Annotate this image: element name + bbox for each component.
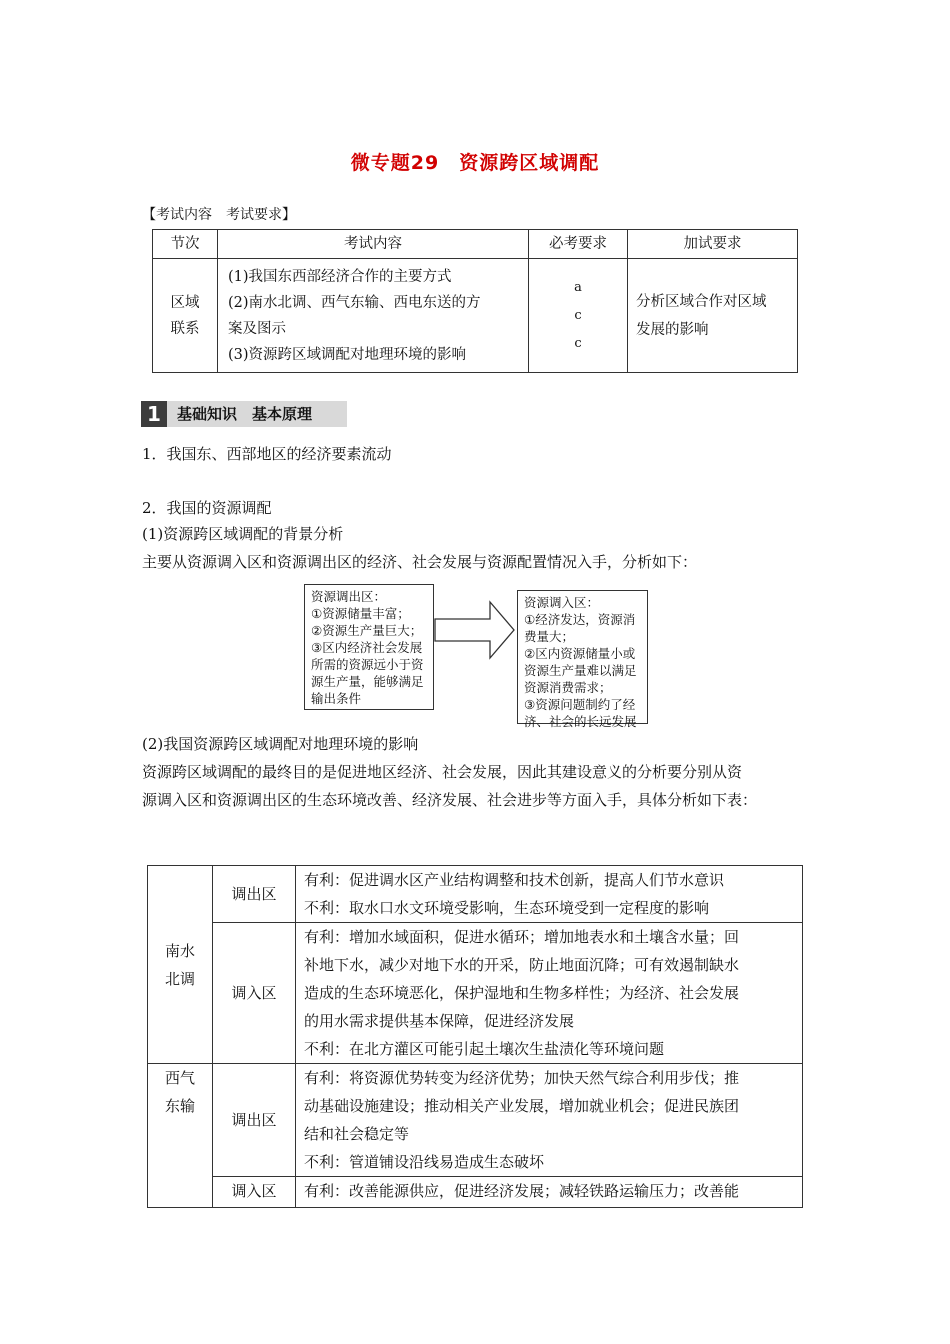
- row-xiqi-name: 西气 东输: [148, 1064, 213, 1208]
- section-cell: 区域 联系: [153, 259, 218, 373]
- paragraph-1: 1．我国东、西部地区的经济要素流动: [142, 445, 392, 463]
- header-required: 必考要求: [529, 230, 628, 259]
- arrow-right-icon: [434, 600, 516, 660]
- impact-table: [147, 865, 803, 1208]
- nanshui-out-text: 有利：促进调水区产业结构调整和技术创新，提高人们节水意识 不利：取水口水文环境受影响，生态环境受到一定程度的影响: [296, 866, 803, 923]
- nanshui-out-label: 调出区: [213, 866, 296, 923]
- section-label: 基础知识 基本原理: [177, 405, 313, 423]
- nanshui-in-text: 有利：增加水域面积，促进水循环；增加地表水和土壤含水量；回 补地下水，减少对地下水的开采，防止地面沉降；可有效遏制缺水 造成的生态环境恶化，保护湿地和生物多样性；为经济、社会发展 的用水需求提供基本保障，促进经济发展 不利：在北方灌区可能引起土壤次生盐渍化等环境问题: [296, 923, 803, 1064]
- xiqi-out-label: 调出区: [213, 1064, 296, 1177]
- section-heading: [141, 401, 347, 427]
- diagram-target-box: 资源调入区： ①经济发达，资源消 费量大； ②区内资源储量小或 资源生产量难以满足 资源消费需求； ③资源问题制约了经 济、社会的长远发展: [517, 590, 648, 724]
- required-cell: a c c: [529, 259, 628, 373]
- content-cell: (1)我国东西部经济合作的主要方式 (2)南水北调、西气东输、西电东送的方 案及图示 (3)资源跨区域调配对地理环境的影响: [218, 259, 529, 373]
- paragraph-6a: 资源跨区域调配的最终目的是促进地区经济、社会发展，因此其建设意义的分析要分别从资: [142, 763, 743, 781]
- xiqi-in-label: 调入区: [213, 1177, 296, 1208]
- header-section: 节次: [153, 230, 218, 259]
- paragraph-6b: 源调入区和资源调出区的生态环境改善、经济发展、社会进步等方面入手，具体分析如下表：: [142, 791, 758, 809]
- xiqi-in-text: 有利：改善能源供应，促进经济发展；减轻铁路运输压力；改善能: [296, 1177, 803, 1208]
- section-number-icon: 1: [141, 401, 167, 427]
- row-nanshui-name: 南水 北调: [148, 866, 213, 1064]
- paragraph-2: 2．我国的资源调配: [142, 499, 272, 517]
- page-title: 微专题29 资源跨区域调配: [350, 152, 600, 174]
- header-content: 考试内容: [218, 230, 529, 259]
- header-extra: 加试要求: [628, 230, 798, 259]
- paragraph-4: 主要从资源调入区和资源调出区的经济、社会发展与资源配置情况入手，分析如下：: [142, 553, 698, 571]
- paragraph-5: (2)我国资源跨区域调配对地理环境的影响: [142, 735, 419, 753]
- paragraph-3: (1)资源跨区域调配的背景分析: [142, 525, 344, 543]
- extra-cell: 分析区域合作对区域 发展的影响: [628, 259, 798, 373]
- exam-label: 【考试内容 考试要求】: [142, 207, 296, 223]
- exam-table: [152, 229, 798, 373]
- xiqi-out-text: 有利：将资源优势转变为经济优势；加快天然气综合利用步伐；推 动基础设施建设；推动相关产业发展，增加就业机会；促进民族团 结和社会稳定等 不利：管道铺设沿线易造成生态破坏: [296, 1064, 803, 1177]
- nanshui-in-label: 调入区: [213, 923, 296, 1064]
- diagram-source-box: 资源调出区： ①资源储量丰富； ②资源生产量巨大； ③区内经济社会发展 所需的资源远小于资 源生产量，能够满足 输出条件: [304, 584, 434, 710]
